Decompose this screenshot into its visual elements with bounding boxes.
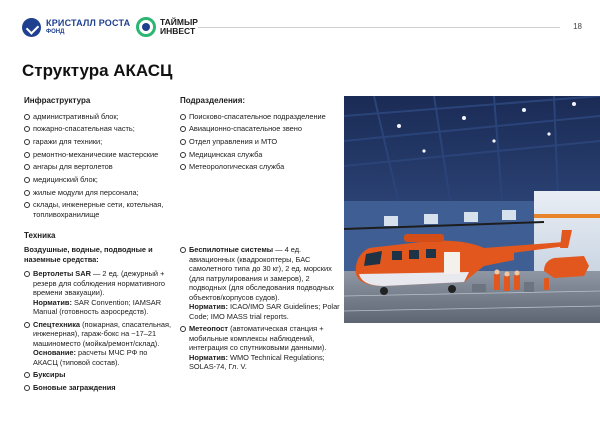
divisions-section <box>180 96 340 175</box>
technique-left-column <box>24 245 174 396</box>
list-item: Медицинская служба <box>180 150 340 160</box>
infrastructure-section <box>24 96 174 223</box>
page-title: Структура АКАСЦ <box>22 61 173 80</box>
meteo-norm-label: Норматив: <box>189 352 228 362</box>
list-item <box>180 324 340 372</box>
list-item: административный блок; <box>24 112 174 122</box>
list-item: Поисково-спасательное подразделение <box>180 112 340 122</box>
list-item: медицинский блок; <box>24 175 174 185</box>
logo1-line2: ФОНД <box>46 29 65 35</box>
technique-subheading: Воздушные, водные, подводные и наземные средства: <box>24 245 153 264</box>
spec-title: Спецтехника <box>33 319 81 329</box>
technique-right-list <box>180 245 340 372</box>
technique-heading: Техника <box>24 231 56 240</box>
uav-norm-text: ICAO/IMO SAR Guidelines; Polar Code; IMO MASS trial reports. <box>189 302 340 321</box>
booms-title: Боновые заграждения <box>33 383 116 393</box>
sar-norm-label: Норматив: <box>33 297 72 307</box>
list-item: ремонтно-механические мастерские <box>24 150 174 160</box>
page-header <box>22 17 582 39</box>
list-item <box>24 370 174 380</box>
meteo-norm-text: WMO Technical Regulations; SOLAS-74, Гл. V. <box>189 352 325 372</box>
uav-text: — 4 ед. авиационных (квадрокоптеры, БАС самолетного типа до 30 кг), 2 ед. морских (для патрулирования и замеров), 2 подводных (для обследования подводных объектов/корпусов судов). <box>189 245 334 302</box>
page-number: 18 <box>573 22 582 31</box>
kristall-rosta-logo <box>22 18 130 37</box>
meteo-text: (автоматическая станция + мобильные комплексы наблюдений, интеграция со спутниковыми данными). <box>189 324 327 353</box>
technique-right-column <box>180 245 340 375</box>
list-item <box>24 383 174 393</box>
boats-title: Буксиры <box>33 370 66 380</box>
kristall-rosta-logo-icon <box>22 18 41 37</box>
list-item: Метеорологическая служба <box>180 162 340 172</box>
spec-text: (пожарная, спасательная, инженерная), гараж-бокс на ~17–21 машиноместо (мойка/ремонт/склад). <box>33 319 172 348</box>
divisions-heading: Подразделения: <box>180 96 246 105</box>
uav-norm-label: Норматив: <box>189 302 228 311</box>
sar-title: Вертолеты SAR <box>33 269 91 278</box>
list-item <box>180 245 340 321</box>
list-item: Авиационно-спасательное звено <box>180 124 340 134</box>
list-item: пожарно-спасательная часть; <box>24 124 174 134</box>
hangar-illustration <box>344 96 600 323</box>
meteo-title: Метеопост <box>189 324 229 334</box>
list-item: гаражи для техники; <box>24 137 174 147</box>
sar-norm-text: SAR Convention; IAMSAR Manual (готовность аэросредств). <box>33 297 162 316</box>
uav-title: Беспилотные системы <box>189 245 274 254</box>
taimyr-invest-logo <box>136 17 198 37</box>
logo2-line2: ИНВЕСТ <box>160 26 196 36</box>
infrastructure-heading: Инфраструктура <box>24 96 91 105</box>
infrastructure-list <box>24 112 174 220</box>
technique-left-list <box>24 269 174 393</box>
list-item: Отдел управления и МТО <box>180 137 340 147</box>
logo1-line1: КРИСТАЛЛ РОСТА <box>46 18 131 28</box>
hangar-helicopter-photo <box>344 96 600 323</box>
spec-basis-label: Основание: <box>33 348 76 358</box>
list-item: ангары для вертолетов <box>24 162 174 172</box>
logo2-line1: ТАЙМЫР <box>160 17 198 27</box>
list-item <box>24 269 174 317</box>
taimyr-invest-logo-icon <box>136 17 156 37</box>
header-divider <box>198 27 560 28</box>
spec-basis-text: расчеты МЧС РФ по АКАСЦ (типовой состав). <box>33 348 148 367</box>
list-item <box>24 320 174 368</box>
list-item: жилые модули для персонала; <box>24 188 174 198</box>
list-item: склады, инженерные сети, котельная, топливохранилище <box>24 200 174 219</box>
divisions-list <box>180 112 340 172</box>
sar-text: — 2 ед. (дежурный + резерв для соблюдения нормативного времени эвакуации). <box>33 269 166 297</box>
